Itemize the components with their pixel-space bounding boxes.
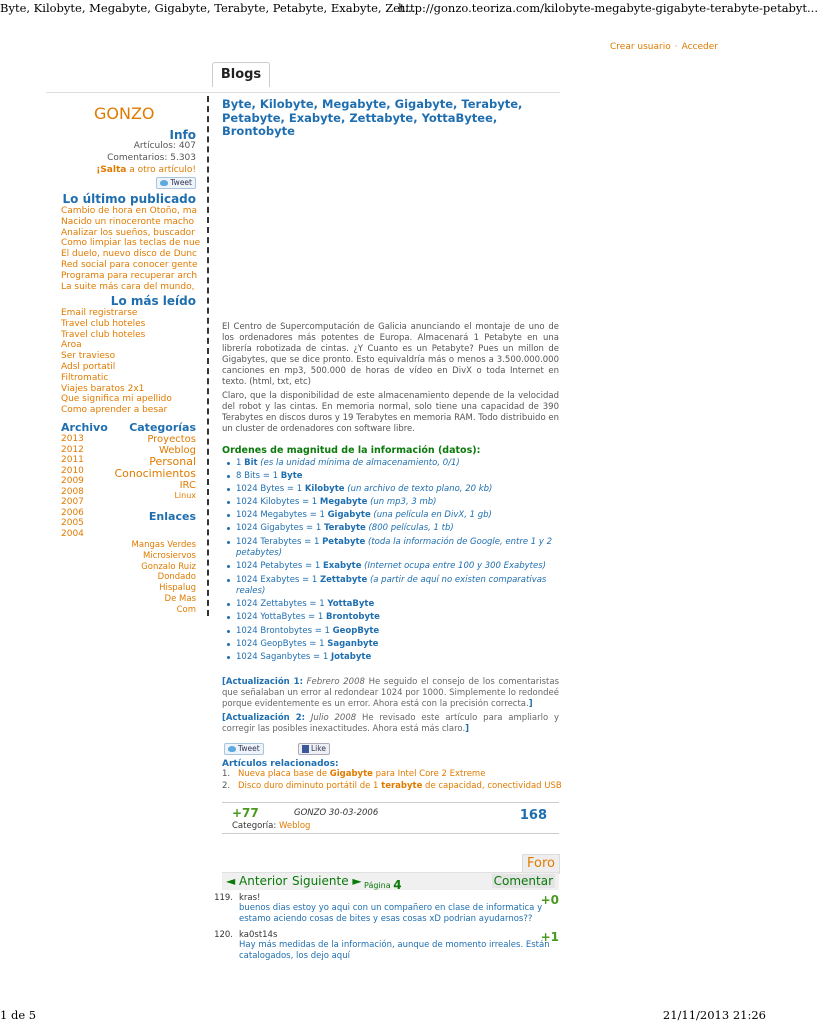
comment-text: Hay más medidas de la información, aunque de momento irreales. Están catalogados, los dejo aquí xyxy=(239,940,550,961)
twitter-bird-icon xyxy=(228,746,236,752)
magnitude-item xyxy=(222,612,559,624)
related-text: Nueva placa base de xyxy=(238,769,330,780)
info-block xyxy=(96,140,196,189)
archive-year-link[interactable]: 2007 xyxy=(61,497,84,507)
forum-button[interactable]: Foro xyxy=(522,854,560,874)
related-article-link[interactable] xyxy=(222,780,562,793)
magnitude-item xyxy=(222,484,559,496)
magnitude-item xyxy=(222,458,559,470)
magnitude-equation: 1 xyxy=(236,457,245,468)
most-read-link[interactable]: Filtromatic xyxy=(61,372,109,383)
related-number: 2. xyxy=(222,780,231,791)
author-date: GONZO 30-03-2006 xyxy=(294,808,379,819)
site-title[interactable]: GONZO xyxy=(94,104,155,123)
external-links xyxy=(132,540,196,616)
related-text: de capacidad, conectividad USB xyxy=(422,780,562,791)
articles-count: Artículos: 407 xyxy=(133,141,196,151)
magnitude-item xyxy=(222,561,559,573)
magnitude-equation: 1024 Saganbytes = 1 xyxy=(236,651,331,662)
most-read-link[interactable]: Viajes baratos 2x1 xyxy=(61,383,145,394)
most-read-link[interactable]: Que significa mi apellido xyxy=(61,394,172,405)
comment-text: buenos dias estoy yo aqui con un compañero en clase de informatica y estamo aciendo cosas de bites y esas cosas xD podrian ayudarnos?? xyxy=(239,903,543,924)
external-link[interactable]: Com xyxy=(176,604,196,615)
related-list xyxy=(222,769,562,792)
print-datetime: 21/11/2013 21:26 xyxy=(662,1008,766,1022)
comments-list xyxy=(205,893,559,967)
latest-title: Lo último publicado xyxy=(62,192,196,206)
latest-post-link[interactable]: Programa para recuperar arch xyxy=(61,270,198,281)
magnitude-item xyxy=(222,471,559,483)
magnitude-unit: YottaByte xyxy=(327,599,375,610)
account-links xyxy=(610,42,718,52)
magnitude-unit: Byte xyxy=(280,470,303,481)
magnitude-unit: Saganbyte xyxy=(327,638,379,649)
magnitude-unit: Zettabyte xyxy=(320,574,368,585)
comment-button[interactable]: Comentar xyxy=(493,874,553,888)
magnitude-item xyxy=(222,639,559,651)
tab-blogs[interactable]: Blogs xyxy=(212,62,270,87)
related-heading: Artículos relacionados: xyxy=(222,759,339,770)
magnitude-unit: Kilobyte xyxy=(304,483,345,494)
most-read-link[interactable]: Como aprender a besar xyxy=(61,405,168,416)
post-title[interactable]: Byte, Kilobyte, Megabyte, Gigabyte, Terabyte, Petabyte, Exabyte, Zettabyte, YottaBytee, Brontobyte xyxy=(222,97,523,138)
latest-post-link[interactable]: Nacido un rinoceronte macho xyxy=(61,216,195,227)
print-header xyxy=(0,0,818,16)
external-link[interactable]: Hispalug xyxy=(159,583,196,594)
print-page-number: 1 de 5 xyxy=(0,1008,37,1022)
magnitude-note: (800 películas, 1 tb) xyxy=(365,523,454,534)
vote-score[interactable]: +77 xyxy=(232,806,259,821)
separator: · xyxy=(674,42,678,52)
latest-post-link[interactable]: Red social para conocer gente xyxy=(61,259,198,270)
latest-post-link[interactable]: Cambio de hora en Otoño, ma xyxy=(61,206,197,216)
related-keyword: terabyte xyxy=(381,780,423,791)
category-link[interactable]: Weblog xyxy=(278,821,311,832)
archive-title: Archivo xyxy=(61,421,108,434)
related-text: Disco duro diminuto portátil de 1 xyxy=(238,780,382,791)
magnitude-equation: 1024 Kilobytes = 1 xyxy=(236,497,320,508)
post-paragraph: Claro, que la disponibilidad de este almacenamiento depende de la velocidad del robot y las cintas. En memoria normal, solo tiene una capacidad de 390 Terabytes en discos duros y 19 Terabytes en memoria RAM. Todo distribuido en un cluster de ordenadores con software libre. xyxy=(222,390,559,434)
external-link[interactable]: Microsiervos xyxy=(142,550,196,561)
post-footer xyxy=(222,802,559,834)
magnitude-item xyxy=(222,599,559,611)
magnitude-equation: 1024 Gigabytes = 1 xyxy=(236,523,324,534)
info-title: Info xyxy=(169,128,196,142)
comment xyxy=(205,930,559,962)
update-note: [Actualización 1: Febrero 2008 He seguido el consejo de los comentaristas que señalaban un error al redondear 1024 por 1000. Simplemente lo redondeé porque evidentemente es un error. Ahora está con la precisión correcta.] xyxy=(222,677,559,710)
print-page-title: Byte, Kilobyte, Megabyte, Gigabyte, Terabyte, Petabyte, Exabyte, Zet... xyxy=(0,1,416,15)
external-link[interactable]: Dondado xyxy=(157,572,196,583)
tweet-button[interactable]: Tweet xyxy=(224,743,264,755)
magnitude-equation: 1024 Brontobytes = 1 xyxy=(236,625,333,636)
comment-author: ka0st14s xyxy=(239,930,278,940)
magnitude-note: (un archivo de texto plano, 20 kb) xyxy=(344,483,493,494)
comment xyxy=(205,893,559,925)
magnitude-unit: Petabyte xyxy=(322,536,366,547)
post-paragraph: El Centro de Supercomputación de Galicia anunciando el montaje de uno de los ordenadores más potentes de Europa. Almacenará 1 Petabyte en una librería robotizada de cintas. ¿Y Cuanto es un Petabyte? Pues un millon de Gigabytes, que se dice pronto. Esto equivaldría más o menos a 3.500.000.000 canciones en mp3, 500.000 de horas de vídeo en DivX o toda Internet en texto. (html, txt, etc) xyxy=(222,321,559,387)
archive-year-link[interactable]: 2004 xyxy=(61,528,84,539)
register-link[interactable]: Crear usuario xyxy=(610,42,671,52)
archive-year-link[interactable]: 2011 xyxy=(61,455,84,465)
magnitude-note: (un mp3, 3 mb) xyxy=(367,497,437,508)
magnitude-unit: Jotabyte xyxy=(330,651,372,662)
comment-pagination xyxy=(222,872,559,890)
links-title: Enlaces xyxy=(148,510,196,523)
magnitude-item xyxy=(222,523,559,535)
magnitude-equation: 8 Bits = 1 xyxy=(236,470,281,481)
random-article-link[interactable]: ¡Salta a otro artículo! xyxy=(96,165,196,175)
comments-count: Comentarios: 5.303 xyxy=(107,153,196,163)
related-text: para Intel Core 2 Extreme xyxy=(372,769,486,780)
archive-year-link[interactable]: 2006 xyxy=(61,507,84,518)
next-page-link[interactable]: Siguiente ► xyxy=(292,874,362,888)
magnitude-note: (a partir de aquí no existen comparativas reales) xyxy=(236,574,547,596)
archive-year-link[interactable]: 2005 xyxy=(61,518,84,528)
most-read-list xyxy=(61,308,196,416)
magnitude-unit: Bit xyxy=(244,457,258,468)
magnitude-unit: Terabyte xyxy=(323,523,366,534)
category-link[interactable]: IRC xyxy=(179,480,196,491)
most-read-link[interactable]: Aroa xyxy=(61,340,82,351)
magnitudes-list xyxy=(222,458,559,664)
magnitude-item xyxy=(222,497,559,509)
archive-year-link[interactable]: 2012 xyxy=(61,444,84,455)
facebook-icon xyxy=(302,745,309,753)
magnitude-item xyxy=(222,575,559,598)
login-link[interactable]: Acceder xyxy=(681,42,718,52)
related-article-link[interactable] xyxy=(222,769,559,781)
magnitude-item xyxy=(222,626,559,638)
archive-year-link[interactable]: 2010 xyxy=(61,465,84,476)
magnitude-unit: Exabyte xyxy=(322,561,362,572)
latest-post-link[interactable]: Analizar los sueños, buscador xyxy=(61,227,195,238)
magnitude-note: (toda la información de Google, entre 1 y 2 petabytes) xyxy=(236,536,553,559)
share-buttons xyxy=(222,741,559,757)
comment-score[interactable]: +0 xyxy=(540,893,559,907)
most-read-link[interactable]: Travel club hoteles xyxy=(61,318,146,329)
magnitude-unit: Megabyte xyxy=(319,497,368,508)
magnitude-equation: 1024 Zettabytes = 1 xyxy=(236,599,328,610)
post xyxy=(222,97,562,834)
comment-number: 120. xyxy=(214,930,233,940)
most-read-link[interactable]: Travel club hoteles xyxy=(61,329,146,340)
archive-year-link[interactable]: 2013 xyxy=(61,434,84,444)
print-url: http://gonzo.teoriza.com/kilobyte-megabyte-gigabyte-terabyte-petabyt... xyxy=(398,1,818,15)
magnitude-unit: Brontobyte xyxy=(325,612,380,623)
print-footer xyxy=(0,1006,768,1024)
magnitude-item xyxy=(222,510,559,522)
divider xyxy=(46,92,560,93)
category-link[interactable]: Personal xyxy=(149,455,196,468)
category-link[interactable]: Weblog xyxy=(158,445,196,456)
latest-post-link[interactable]: Como limpiar las teclas de nue xyxy=(61,238,201,249)
magnitude-equation: 1024 YottaBytes = 1 xyxy=(236,612,326,623)
previous-page-link[interactable]: ◄ Anterior xyxy=(226,874,288,888)
related-keyword: Gigabyte xyxy=(329,769,373,780)
most-read-title: Lo más leído xyxy=(110,294,196,308)
magnitude-note: (Internet ocupa entre 100 y 300 Exabytes) xyxy=(361,561,546,572)
archive-year-link[interactable]: 2009 xyxy=(61,476,84,486)
category-link[interactable]: Conocimientos xyxy=(114,467,196,480)
archive-year-link[interactable]: 2008 xyxy=(61,486,84,497)
magnitude-equation: 1024 Exabytes = 1 xyxy=(236,574,320,585)
sidebar xyxy=(46,98,201,618)
post-category: Categoría: Weblog xyxy=(232,821,311,832)
twitter-bird-icon xyxy=(160,180,168,186)
magnitude-note: (es la unidad mínima de almacenamiento, 0/1) xyxy=(257,457,460,468)
categories-title: Categorías xyxy=(129,421,196,434)
magnitude-equation: 1024 Petabytes = 1 xyxy=(236,561,323,572)
comment-count[interactable]: 168 xyxy=(519,808,547,824)
page-indicator: Página 4 xyxy=(364,878,402,892)
most-read-link[interactable]: Adsl portatil xyxy=(61,361,116,372)
magnitude-item xyxy=(222,537,559,560)
like-button[interactable]: Like xyxy=(298,743,330,755)
magnitudes-heading: Ordenes de magnitud de la información (datos): xyxy=(222,444,481,456)
external-link[interactable]: Gonzalo Ruiz xyxy=(141,561,196,572)
magnitude-unit: GeopByte xyxy=(332,625,380,636)
comment-number: 119. xyxy=(214,893,233,903)
external-link[interactable]: Mangas Verdes xyxy=(131,540,196,550)
comment-score[interactable]: +1 xyxy=(540,930,559,944)
magnitude-equation: 1024 GeopBytes = 1 xyxy=(236,638,328,649)
comment-author: kras! xyxy=(239,893,261,903)
category-link[interactable]: Linux xyxy=(174,491,196,500)
latest-post-link[interactable]: La suite más cara del mundo, xyxy=(61,281,195,292)
magnitude-equation: 1024 Bytes = 1 xyxy=(236,483,305,494)
sidebar-divider xyxy=(207,96,209,616)
latest-post-link[interactable]: El duelo, nuevo disco de Dunc xyxy=(61,249,197,260)
latest-list xyxy=(61,206,201,292)
most-read-link[interactable]: Email registrarse xyxy=(61,308,138,318)
magnitude-equation: 1024 Terabytes = 1 xyxy=(236,536,323,547)
external-link[interactable]: De Mas xyxy=(164,593,196,604)
related-number: 1. xyxy=(222,769,231,780)
most-read-link[interactable]: Ser travieso xyxy=(61,351,116,362)
category-link[interactable]: Proyectos xyxy=(147,434,196,445)
tweet-button[interactable]: Tweet xyxy=(156,177,196,189)
magnitude-item xyxy=(222,652,559,664)
update-note: [Actualización 2: Julio 2008 He revisado este artículo para ampliarlo y corregir las posibles inexactitudes. Ahora está más claro.] xyxy=(222,713,559,735)
magnitude-equation: 1024 Megabytes = 1 xyxy=(236,510,328,521)
magnitude-note: (una película en DivX, 1 gb) xyxy=(370,510,492,521)
categories xyxy=(106,421,196,501)
magnitude-unit: Gigabyte xyxy=(327,510,371,521)
